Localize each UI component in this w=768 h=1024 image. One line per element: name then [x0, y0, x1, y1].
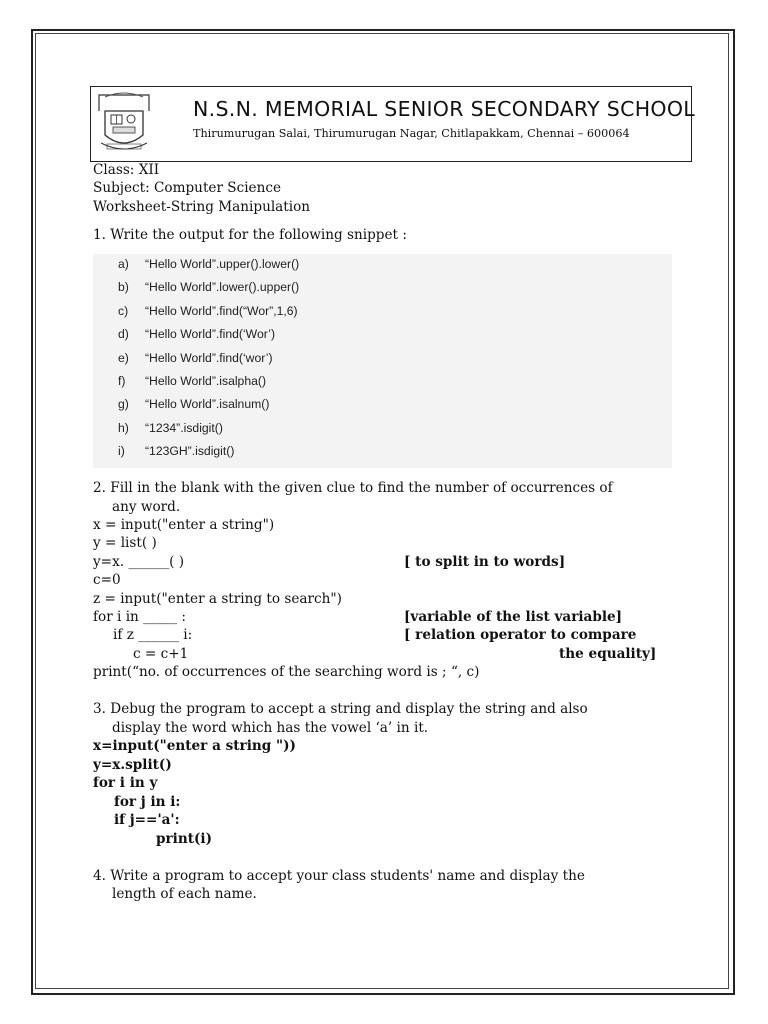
q1-option-code: “1234”.isdigit(): [145, 420, 223, 435]
q1-option-letter: f): [118, 374, 126, 388]
q1-option-code: “Hello World”.find(“Wor”,1,6): [145, 303, 298, 318]
q3-code-line: for i in y: [93, 775, 158, 791]
q2-clue: [ relation operator to compare: [404, 627, 637, 643]
q1-option-code: “Hello World”.find(‘wor’): [145, 350, 273, 365]
q4-question-line2: length of each name.: [112, 886, 257, 902]
q4-question-line1: 4. Write a program to accept your class students' name and display the: [93, 868, 585, 884]
q1-option-letter: i): [118, 444, 125, 459]
q3-code-line: print(i): [156, 831, 213, 847]
q2-question-line1: 2. Fill in the blank with the given clue to find the number of occurrences of: [93, 480, 613, 496]
school-address: Thirumurugan Salai, Thirumurugan Nagar, Chitlapakkam, Chennai – 600064: [193, 127, 630, 140]
q1-option-code: “123GH”.isdigit(): [145, 444, 235, 459]
q1-option-letter: e): [118, 350, 129, 365]
q1-option-letter: c): [118, 303, 129, 318]
q2-code-line: x = input("enter a string"): [93, 517, 275, 533]
school-header: [90, 86, 696, 162]
class-label: Class: XII: [93, 162, 160, 178]
q2-clue: [variable of the list variable]: [404, 609, 623, 625]
q2-clue: [ to split in to words]: [404, 554, 566, 570]
q1-option-letter: d): [118, 327, 129, 342]
q1-option-code: “Hello World”.isalnum(): [145, 397, 270, 412]
q2-code-line: y=x. ______( ): [93, 554, 185, 570]
q1-option-code: “Hello World”.find(‘Wor’): [145, 327, 276, 342]
q1-option-code: “Hello World”.isalpha(): [145, 374, 267, 388]
q1-question: 1. Write the output for the following snippet :: [93, 227, 407, 243]
q2-code-line: c = c+1: [133, 646, 189, 662]
q3-code-line: x=input("enter a string ")): [93, 738, 296, 754]
q3-code-line: if j=='a':: [114, 812, 180, 828]
q3-question-line1: 3. Debug the program to accept a string and display the string and also: [93, 701, 588, 717]
school-name: N.S.N. MEMORIAL SENIOR SECONDARY SCHOOL: [193, 97, 696, 121]
q2-code-line: c=0: [93, 572, 121, 588]
q1-option-letter: h): [118, 420, 129, 435]
q3-code-line: y=x.split(): [93, 757, 172, 773]
subject-label: Subject: Computer Science: [93, 180, 281, 196]
worksheet-title: Worksheet-String Manipulation: [93, 199, 311, 215]
q1-option-letter: g): [118, 397, 129, 412]
q1-option-code: “Hello World”.lower().upper(): [145, 280, 300, 295]
school-logo-icon: [95, 91, 153, 155]
q2-question-line2: any word.: [112, 499, 181, 515]
q2-clue: the equality]: [559, 646, 657, 662]
q3-code-line: for j in i:: [114, 794, 181, 810]
q1-option-code: “Hello World”.upper().lower(): [145, 257, 300, 271]
q3-question-line2: display the word which has the vowel ‘a’ in it.: [112, 720, 429, 736]
q1-option-letter: a): [118, 257, 129, 271]
q2-code-line: if z ______ i:: [113, 627, 193, 643]
q2-code-line: z = input("enter a string to search"): [93, 591, 342, 607]
q1-option-letter: b): [118, 280, 129, 295]
q2-code-line: for i in _____ :: [93, 609, 187, 625]
q2-code-line: y = list( ): [93, 535, 157, 551]
q2-code-line: print(“no. of occurrences of the searching word is ; “, c): [93, 664, 480, 680]
